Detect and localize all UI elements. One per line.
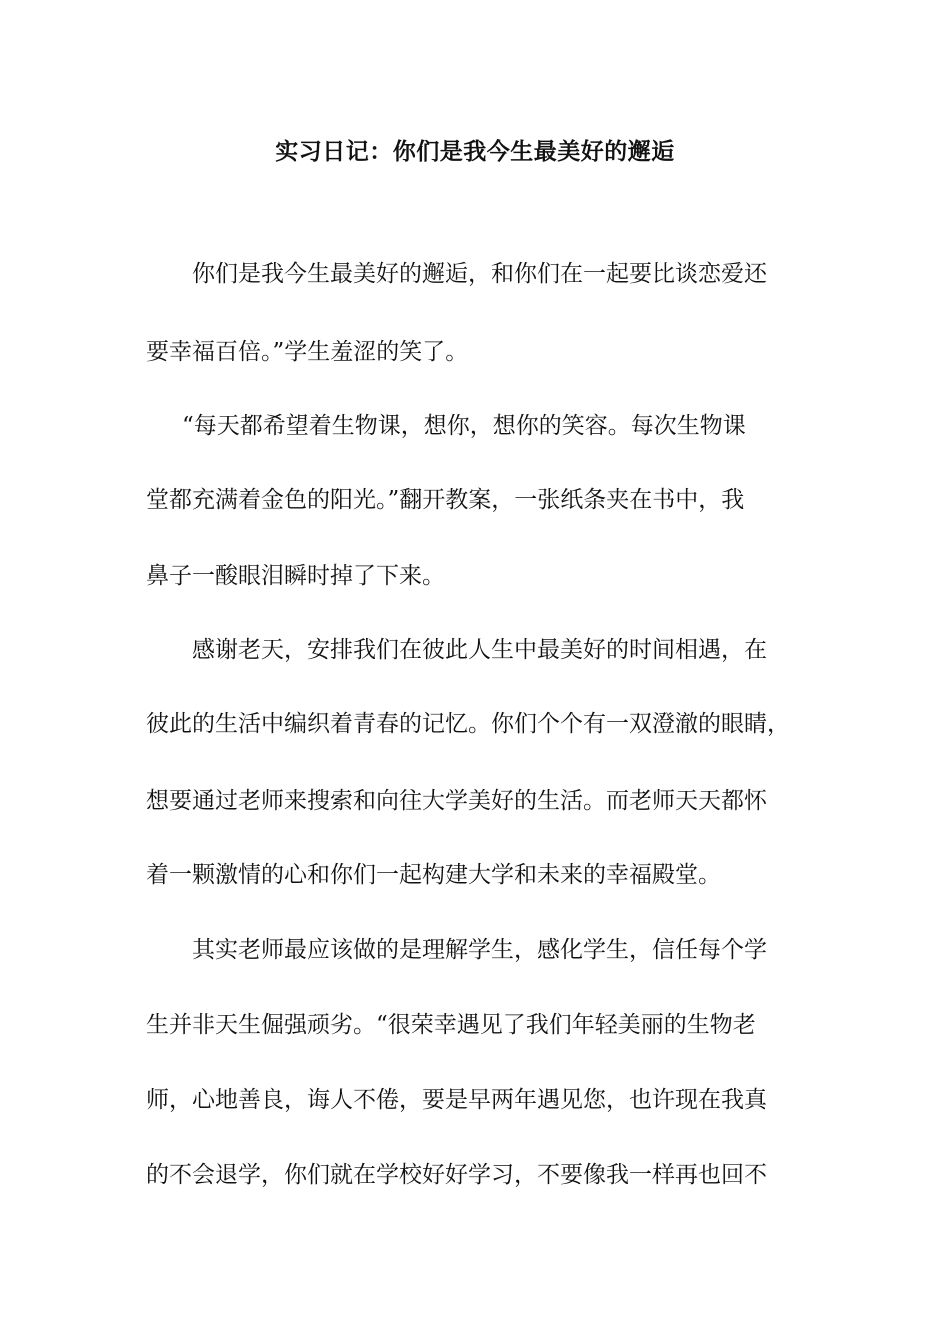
text-line: 鼻子一酸眼泪瞬时掉了下来。 — [146, 563, 445, 589]
text-line: 堂都充满着金色的阳光。”翻开教案，一张纸条夹在书中，我 — [146, 487, 745, 513]
text-line: 你们是我今生最美好的邂逅，和你们在一起要比谈恋爱还 — [192, 261, 767, 287]
text-line: 彼此的生活中编织着青春的记忆。你们个个有一双澄澈的眼睛， — [146, 711, 790, 737]
text-line: 的不会退学，你们就在学校好好学习，不要像我一样再也回不 — [146, 1162, 767, 1188]
text-line: 感谢老天，安排我们在彼此人生中最美好的时间相遇，在 — [192, 637, 767, 663]
document-title: 实习日记：你们是我今生最美好的邂逅 — [275, 138, 675, 165]
text-line: 着一颗激情的心和你们一起构建大学和未来的幸福殿堂。 — [146, 862, 721, 888]
text-line: 想要通过老师来搜索和向往大学美好的生活。而老师天天都怀 — [146, 788, 767, 814]
text-line: 其实老师最应该做的是理解学生，感化学生，信任每个学 — [192, 937, 767, 963]
text-line: 师，心地善良，诲人不倦，要是早两年遇见您，也许现在我真 — [146, 1087, 767, 1113]
text-line: “每天都希望着生物课，想你，想你的笑容。每次生物课 — [182, 413, 746, 439]
text-line: 要幸福百倍。”学生羞涩的笑了。 — [146, 339, 469, 365]
text-line: 生并非天生倔强顽劣。“很荣幸遇见了我们年轻美丽的生物老 — [146, 1012, 756, 1038]
